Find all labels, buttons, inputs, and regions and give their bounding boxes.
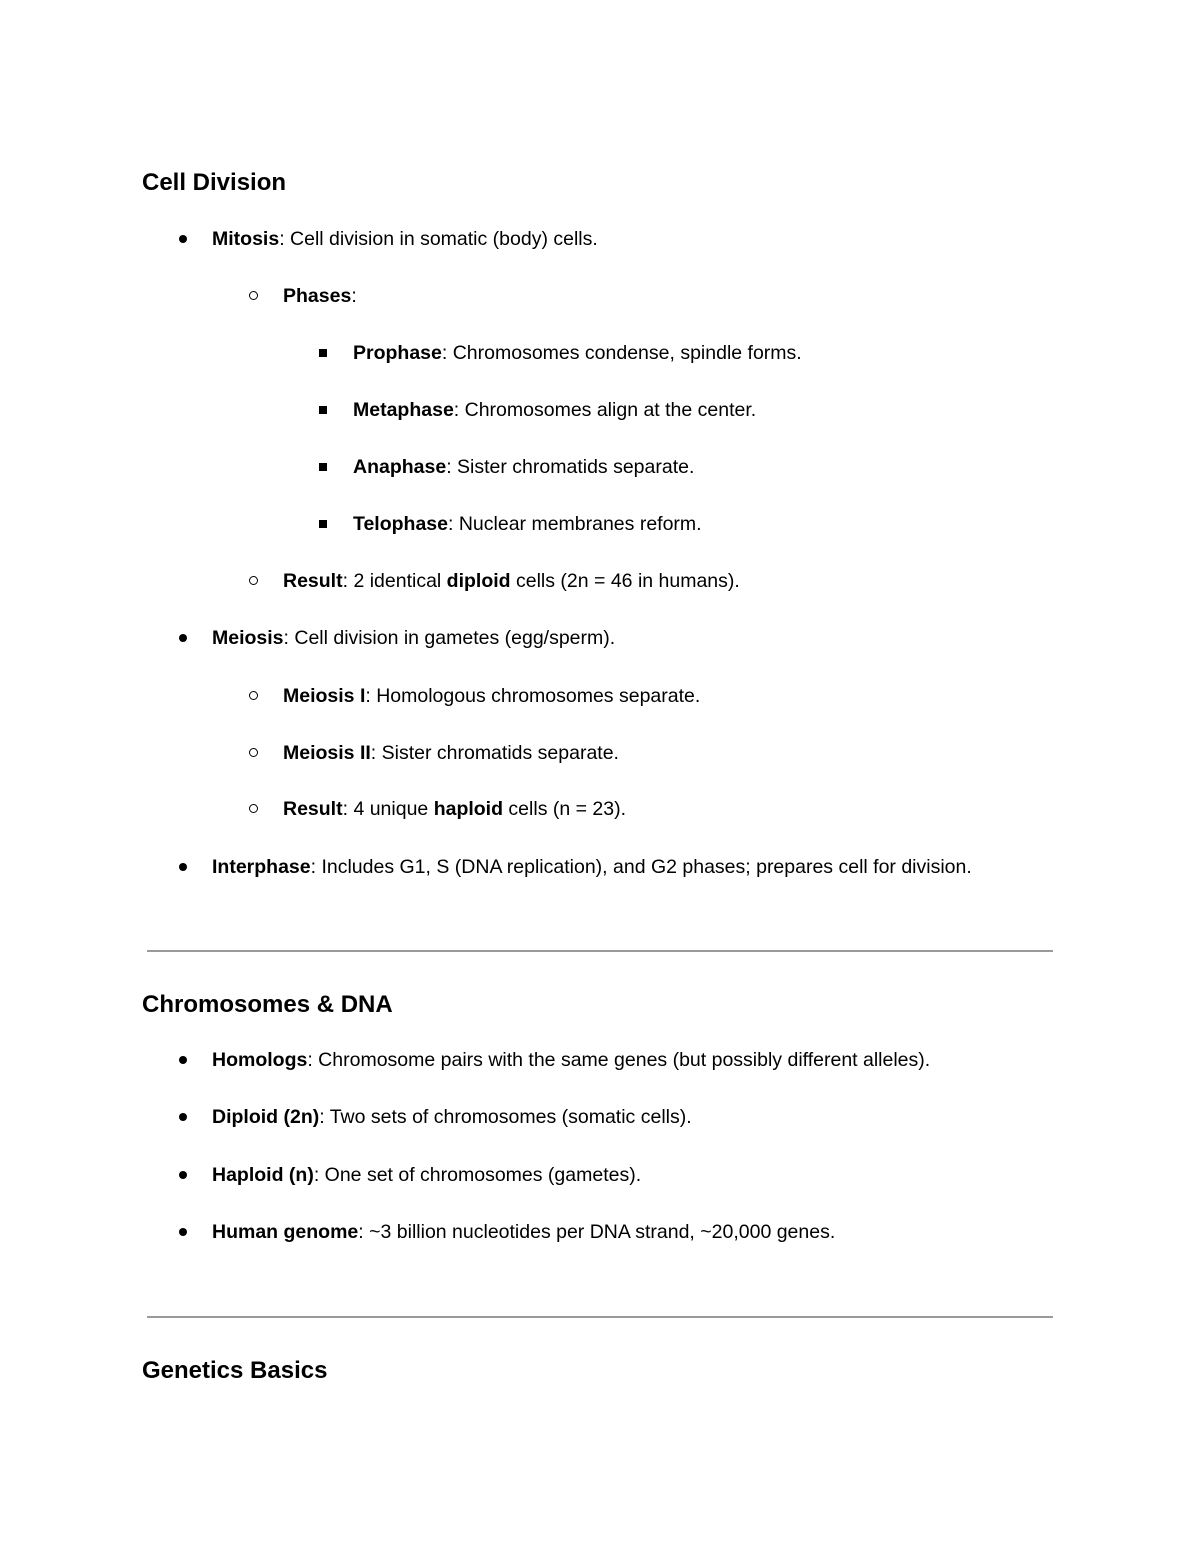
list-item-mitosis-result: [283, 568, 740, 594]
bold-keyword: haploid: [433, 798, 504, 820]
item-text: : Includes G1, S (DNA replication), and G2 phases; prepares cell for division.: [310, 856, 972, 878]
term-label: Metaphase: [353, 399, 454, 421]
list-item-diploid: [212, 1104, 692, 1130]
item-text: : Cell division in gametes (egg/sperm).: [283, 627, 616, 649]
item-text: : Chromosomes align at the center.: [453, 399, 757, 421]
square-bullet-icon: [319, 349, 327, 357]
term-label: Phases: [283, 285, 352, 307]
term-label: Haploid (n): [212, 1164, 314, 1186]
section-heading-genetics-basics: Genetics Basics: [142, 1357, 328, 1384]
disc-bullet-icon: [179, 1171, 187, 1179]
section-heading-cell-division: Cell Division: [142, 169, 287, 196]
disc-bullet-icon: [179, 1228, 187, 1236]
list-item-human-genome: [212, 1219, 835, 1245]
circle-bullet-icon: [249, 691, 258, 700]
list-item-meiosis-ii: [283, 740, 619, 766]
item-text: : Two sets of chromosomes (somatic cells).: [319, 1106, 692, 1128]
term-label: Homologs: [212, 1049, 308, 1071]
item-text: : Nuclear membranes reform.: [448, 513, 702, 535]
item-text: cells (n = 23).: [503, 798, 627, 820]
term-label: Mitosis: [212, 228, 280, 250]
disc-bullet-icon: [179, 1113, 187, 1121]
item-text: : Sister chromatids separate.: [446, 456, 695, 478]
square-bullet-icon: [319, 406, 327, 414]
item-text: : Cell division in somatic (body) cells.: [279, 228, 598, 250]
horizontal-divider: [147, 1316, 1053, 1318]
list-item-telophase: [353, 511, 702, 537]
list-item-meiosis-i: [283, 683, 700, 709]
list-item-mitosis: [212, 226, 598, 252]
list-item-interphase: [212, 854, 972, 880]
circle-bullet-icon: [249, 291, 258, 300]
term-label: Diploid (2n): [212, 1106, 320, 1128]
disc-bullet-icon: [179, 235, 187, 243]
square-bullet-icon: [319, 463, 327, 471]
list-item-meiosis-result: [283, 796, 626, 822]
bold-keyword: diploid: [446, 570, 511, 592]
list-item-haploid: [212, 1162, 641, 1188]
item-text: :: [351, 285, 357, 307]
term-label: Result: [283, 798, 343, 820]
item-text: : ~3 billion nucleotides per DNA strand, ~20,000 genes.: [358, 1221, 836, 1243]
term-label: Meiosis I: [283, 685, 366, 707]
square-bullet-icon: [319, 520, 327, 528]
disc-bullet-icon: [179, 863, 187, 871]
list-item-meiosis: [212, 625, 615, 651]
list-item-homologs: [212, 1047, 930, 1073]
item-text: : Homologous chromosomes separate.: [365, 685, 701, 707]
list-item-phases: [283, 283, 357, 309]
disc-bullet-icon: [179, 1056, 187, 1064]
list-item-metaphase: [353, 397, 756, 423]
item-text: : Sister chromatids separate.: [370, 742, 619, 764]
term-label: Human genome: [212, 1221, 359, 1243]
item-text: : One set of chromosomes (gametes).: [313, 1164, 642, 1186]
list-item-anaphase: [353, 454, 694, 480]
item-text: cells (2n = 46 in humans).: [510, 570, 740, 592]
list-item-prophase: [353, 340, 802, 366]
circle-bullet-icon: [249, 576, 258, 585]
term-label: Meiosis: [212, 627, 284, 649]
term-label: Anaphase: [353, 456, 447, 478]
item-text: : Chromosome pairs with the same genes (but possibly different alleles).: [307, 1049, 931, 1071]
circle-bullet-icon: [249, 804, 258, 813]
term-label: Telophase: [353, 513, 448, 535]
term-label: Meiosis II: [283, 742, 371, 764]
item-text: : 4 unique: [342, 798, 434, 820]
circle-bullet-icon: [249, 748, 258, 757]
disc-bullet-icon: [179, 634, 187, 642]
term-label: Interphase: [212, 856, 311, 878]
item-text: : 2 identical: [342, 570, 447, 592]
item-text: : Chromosomes condense, spindle forms.: [441, 342, 802, 364]
term-label: Prophase: [353, 342, 442, 364]
section-heading-chromosomes-dna: Chromosomes & DNA: [142, 991, 393, 1018]
term-label: Result: [283, 570, 343, 592]
horizontal-divider: [147, 950, 1053, 952]
